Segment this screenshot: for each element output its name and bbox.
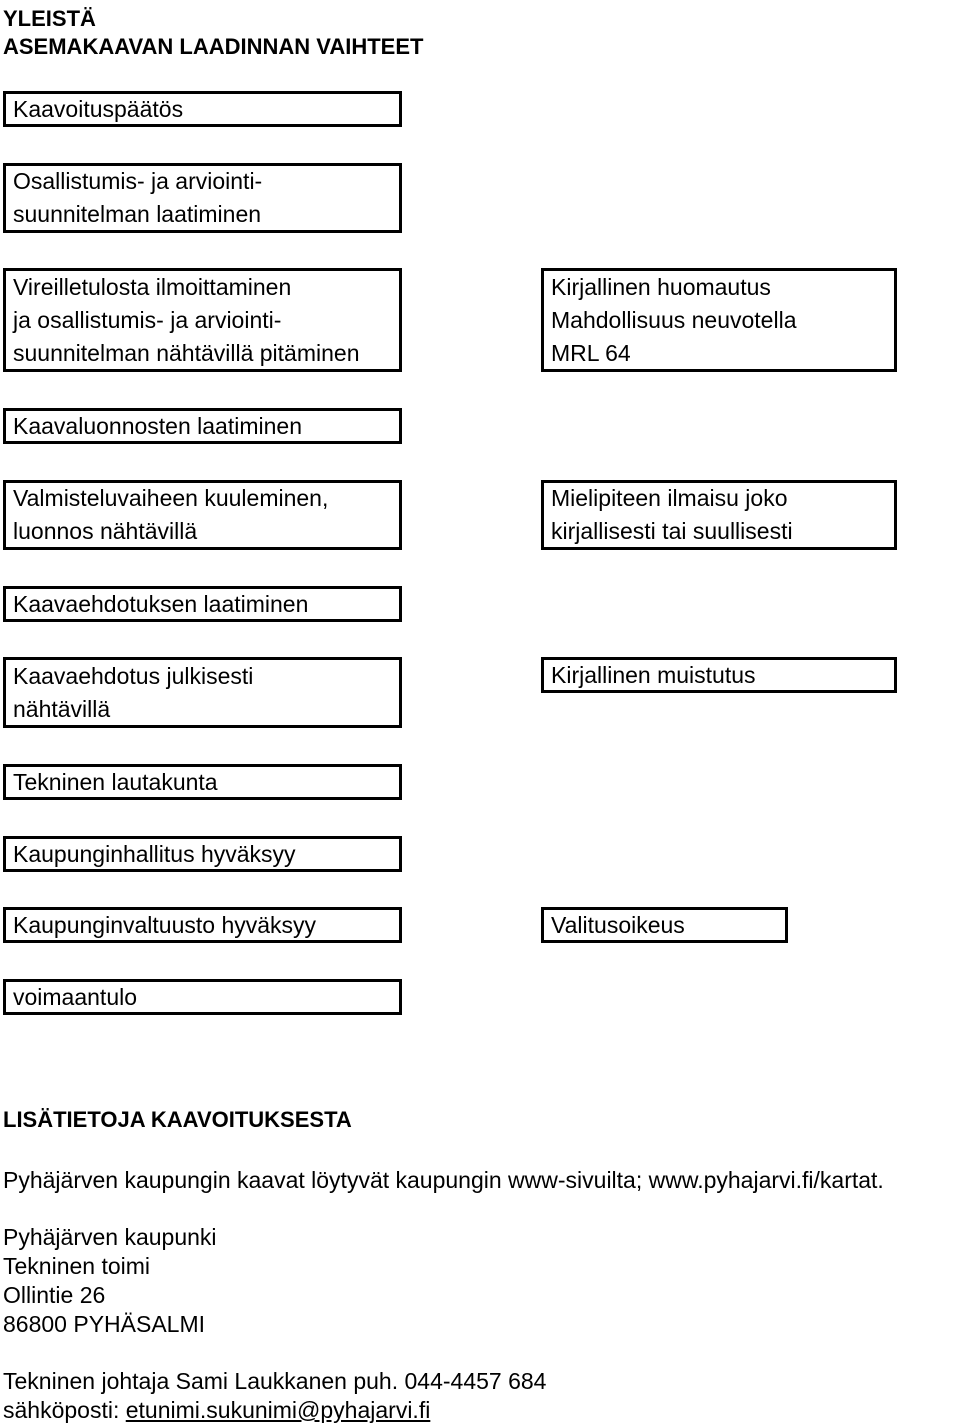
stage-text: Vireilletulosta ilmoittaminen (13, 273, 292, 300)
note-huomautus (541, 268, 897, 372)
contact-line: Tekninen johtaja Sami Laukkanen puh. 044-4457 684 (3, 1368, 547, 1394)
stage-text: suunnitelman laatiminen (13, 201, 262, 227)
note-valitusoikeus (541, 907, 788, 943)
stage-text: Osallistumis- ja arviointi- (13, 168, 263, 194)
note-muistutus (541, 657, 897, 693)
stage-tekninen-lautakunta (3, 764, 402, 800)
address-line: 86800 PYHÄSALMI (3, 1311, 206, 1337)
note-text: MRL 64 (551, 339, 631, 366)
stage-text: Tekninen lautakunta (13, 768, 218, 795)
stage-text: Kaavaluonnosten laatiminen (13, 412, 302, 439)
stage-vireilletulo (3, 268, 402, 372)
stage-text: Kaupunginhallitus hyväksyy (13, 840, 296, 867)
stage-kaupunginhallitus (3, 836, 402, 872)
address-line: Pyhäjärven kaupunki (3, 1224, 217, 1250)
stage-voimaantulo (3, 979, 402, 1015)
stage-text: Kaavaehdotuksen laatiminen (13, 590, 309, 617)
stage-text: Kaavoituspäätös (13, 95, 184, 122)
stage-text: Kaavaehdotus julkisesti (13, 662, 254, 689)
stage-text: luonnos nähtävillä (13, 518, 198, 544)
stage-ehdotus-nahtavilla (3, 657, 402, 728)
section-title: YLEISTÄ (3, 6, 96, 31)
stage-kaupunginvaltuusto (3, 907, 402, 943)
email-link[interactable]: etunimi.sukunimi@pyhajarvi.fi (125, 1397, 431, 1423)
note-text: Kirjallinen muistutus (551, 661, 756, 688)
stage-luonnos-laatiminen (3, 408, 402, 444)
address-line: Ollintie 26 (3, 1282, 106, 1308)
address-line: Tekninen toimi (3, 1253, 151, 1279)
stage-text: suunnitelman nähtävillä pitäminen (13, 339, 360, 366)
note-text: Mielipiteen ilmaisu joko (551, 485, 788, 511)
stage-text: Kaupunginvaltuusto hyväksyy (13, 911, 317, 938)
note-text: Valitusoikeus (551, 911, 685, 938)
stage-text: ja osallistumis- ja arviointi- (13, 306, 282, 333)
note-text: kirjallisesti tai suullisesti (551, 518, 793, 544)
stage-osallistumis-suunnitelma (3, 163, 402, 233)
note-mielipide (541, 480, 897, 550)
stage-text: Valmisteluvaiheen kuuleminen, (13, 485, 329, 511)
stage-ehdotus-laatiminen (3, 586, 402, 622)
stage-valmisteluvaihe (3, 480, 402, 550)
stage-text: nähtävillä (13, 695, 111, 722)
email-label: sähköposti: (3, 1397, 126, 1423)
stage-text: voimaantulo (13, 983, 138, 1010)
info-heading: LISÄTIETOJA KAAVOITUKSESTA (3, 1107, 352, 1132)
email-line (3, 1396, 430, 1425)
note-text: Kirjallinen huomautus (551, 273, 771, 300)
process-title: ASEMAKAAVAN LAADINNAN VAIHTEET (3, 34, 424, 59)
note-text: Mahdollisuus neuvotella (551, 306, 797, 333)
info-web-text: Pyhäjärven kaupungin kaavat löytyvät kaupungin www-sivuilta; www.pyhajarvi.fi/kartat. (3, 1167, 884, 1193)
stage-kaavoituspaatos (3, 91, 402, 127)
